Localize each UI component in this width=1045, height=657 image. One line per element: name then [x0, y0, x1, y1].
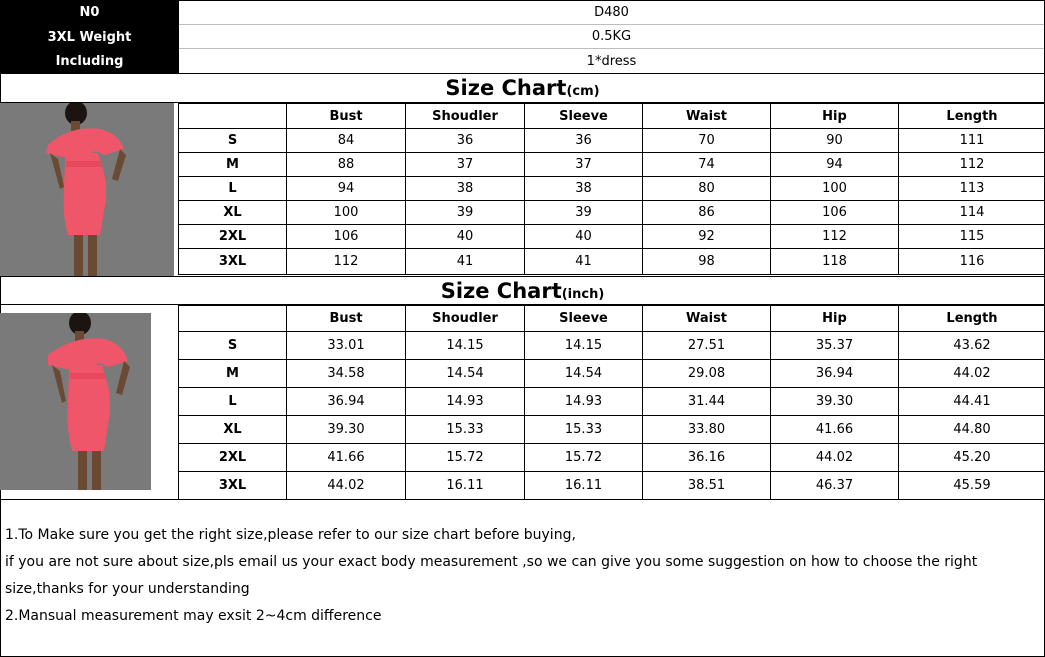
column-header: Waist — [643, 104, 771, 129]
table-cell: 100 — [287, 201, 406, 225]
column-header: Sleeve — [525, 306, 643, 332]
table-header-row — [179, 104, 1045, 129]
header-value-text: 0.5KG — [591, 29, 632, 44]
table-cell: 33.80 — [643, 416, 771, 444]
table-cell: 45.20 — [899, 444, 1045, 472]
table-row — [179, 129, 1045, 153]
table-cell: 39.30 — [771, 388, 899, 416]
column-header: Length — [899, 104, 1045, 129]
size-chart-cm-title — [0, 73, 1045, 103]
header-value-text: D480 — [594, 4, 629, 20]
table-cell: 37 — [525, 153, 643, 177]
table-cell: 98 — [643, 249, 771, 275]
size-label: L — [179, 388, 287, 416]
table-cell: 74 — [643, 153, 771, 177]
table-cell: 14.54 — [406, 360, 525, 388]
table-cell: 16.11 — [406, 472, 525, 500]
table-cell: 84 — [287, 129, 406, 153]
table-cell: 15.72 — [406, 444, 525, 472]
header-label-n0 — [0, 0, 179, 25]
note-line: 1.To Make sure you get the right size,please refer to our size chart before buying, — [5, 527, 576, 543]
table-cell: 36.94 — [771, 360, 899, 388]
table-cell: 100 — [771, 177, 899, 201]
column-header: Bust — [287, 306, 406, 332]
dress-photo-cm — [0, 103, 174, 276]
column-header — [179, 306, 287, 332]
table-cell: 16.11 — [525, 472, 643, 500]
table-cell: 92 — [643, 225, 771, 249]
table-cell: 36.94 — [287, 388, 406, 416]
header-label-text: Including — [55, 54, 124, 69]
size-label: S — [179, 332, 287, 360]
header-value-n0 — [179, 0, 1044, 25]
table-cell: 40 — [406, 225, 525, 249]
column-header: Shoudler — [406, 104, 525, 129]
size-label: S — [179, 129, 287, 153]
table-cell: 112 — [287, 249, 406, 275]
column-header: Bust — [287, 104, 406, 129]
table-cell: 114 — [899, 201, 1045, 225]
table-row — [179, 332, 1045, 360]
table-cell: 111 — [899, 129, 1045, 153]
column-header: Shoudler — [406, 306, 525, 332]
table-cell: 45.59 — [899, 472, 1045, 500]
table-cell: 36 — [406, 129, 525, 153]
table-cell: 38 — [525, 177, 643, 201]
size-label: 2XL — [179, 444, 287, 472]
table-cell: 37 — [406, 153, 525, 177]
table-row — [179, 153, 1045, 177]
table-cell: 88 — [287, 153, 406, 177]
table-row — [179, 177, 1045, 201]
table-cell: 34.58 — [287, 360, 406, 388]
table-cell: 36.16 — [643, 444, 771, 472]
table-cell: 94 — [771, 153, 899, 177]
size-label: XL — [179, 201, 287, 225]
table-cell: 118 — [771, 249, 899, 275]
size-label: 3XL — [179, 249, 287, 275]
table-cell: 41 — [525, 249, 643, 275]
size-table-cm — [178, 103, 1045, 275]
size-label: 3XL — [179, 472, 287, 500]
header-label-text: 3XL Weight — [47, 29, 132, 45]
header-label-text: N0 — [79, 5, 100, 20]
table-cell: 86 — [643, 201, 771, 225]
note-line: if you are not sure about size,pls email us your exact body measurement ,so we can give you some suggestion on how to choose the right — [5, 554, 978, 570]
table-cell: 15.33 — [406, 416, 525, 444]
table-cell: 44.02 — [287, 472, 406, 500]
table-cell: 116 — [899, 249, 1045, 275]
pink-dress-photo — [0, 313, 151, 490]
table-row — [179, 360, 1045, 388]
chart-title-text: Size Chart — [445, 76, 567, 100]
chart-unit-text: (inch) — [561, 287, 605, 302]
table-cell: 36 — [525, 129, 643, 153]
table-cell: 44.02 — [899, 360, 1045, 388]
table-cell: 112 — [899, 153, 1045, 177]
column-header: Waist — [643, 306, 771, 332]
column-header: Hip — [771, 104, 899, 129]
table-cell: 112 — [771, 225, 899, 249]
column-header: Hip — [771, 306, 899, 332]
size-label: M — [179, 360, 287, 388]
note-line: size,thanks for your understanding — [5, 581, 250, 597]
size-label: 2XL — [179, 225, 287, 249]
table-cell: 14.54 — [525, 360, 643, 388]
table-cell: 113 — [899, 177, 1045, 201]
table-cell: 44.02 — [771, 444, 899, 472]
dress-photo-inch — [0, 313, 151, 490]
table-cell: 39 — [525, 201, 643, 225]
table-cell: 41.66 — [287, 444, 406, 472]
table-cell: 39.30 — [287, 416, 406, 444]
column-header: Sleeve — [525, 104, 643, 129]
table-cell: 29.08 — [643, 360, 771, 388]
table-row — [179, 416, 1045, 444]
table-cell: 39 — [406, 201, 525, 225]
table-cell: 14.93 — [406, 388, 525, 416]
size-label: M — [179, 153, 287, 177]
table-header-row — [179, 306, 1045, 332]
table-cell: 35.37 — [771, 332, 899, 360]
header-label-weight — [0, 25, 179, 49]
table-row — [179, 472, 1045, 500]
table-cell: 41.66 — [771, 416, 899, 444]
table-cell: 14.15 — [525, 332, 643, 360]
column-header: Length — [899, 306, 1045, 332]
table-row — [179, 225, 1045, 249]
size-label: XL — [179, 416, 287, 444]
table-cell: 40 — [525, 225, 643, 249]
size-label: L — [179, 177, 287, 201]
table-cell: 14.15 — [406, 332, 525, 360]
header-value-text: 1*dress — [586, 54, 637, 69]
size-table-inch — [178, 305, 1045, 500]
table-cell: 106 — [771, 201, 899, 225]
table-cell: 70 — [643, 129, 771, 153]
notes-section — [0, 499, 1045, 657]
table-cell: 14.93 — [525, 388, 643, 416]
table-cell: 46.37 — [771, 472, 899, 500]
table-row — [179, 201, 1045, 225]
table-cell: 115 — [899, 225, 1045, 249]
table-cell: 90 — [771, 129, 899, 153]
header-label-including — [0, 49, 179, 74]
table-cell: 33.01 — [287, 332, 406, 360]
note-line: 2.Mansual measurement may exsit 2~4cm difference — [5, 608, 382, 624]
table-cell: 94 — [287, 177, 406, 201]
chart-unit-text: (cm) — [566, 84, 600, 99]
size-chart-inch-title — [0, 276, 1045, 305]
table-cell: 15.72 — [525, 444, 643, 472]
table-cell: 38.51 — [643, 472, 771, 500]
chart-title-text: Size Chart — [440, 279, 562, 303]
table-row — [179, 444, 1045, 472]
table-cell: 106 — [287, 225, 406, 249]
column-header — [179, 104, 287, 129]
table-cell: 43.62 — [899, 332, 1045, 360]
table-cell: 15.33 — [525, 416, 643, 444]
table-cell: 41 — [406, 249, 525, 275]
table-row — [179, 388, 1045, 416]
table-cell: 38 — [406, 177, 525, 201]
header-value-weight — [179, 25, 1044, 49]
table-row — [179, 249, 1045, 275]
pink-dress-photo — [0, 103, 174, 276]
table-cell: 80 — [643, 177, 771, 201]
table-cell: 44.41 — [899, 388, 1045, 416]
table-cell: 31.44 — [643, 388, 771, 416]
header-value-including — [179, 49, 1044, 74]
table-cell: 27.51 — [643, 332, 771, 360]
table-cell: 44.80 — [899, 416, 1045, 444]
